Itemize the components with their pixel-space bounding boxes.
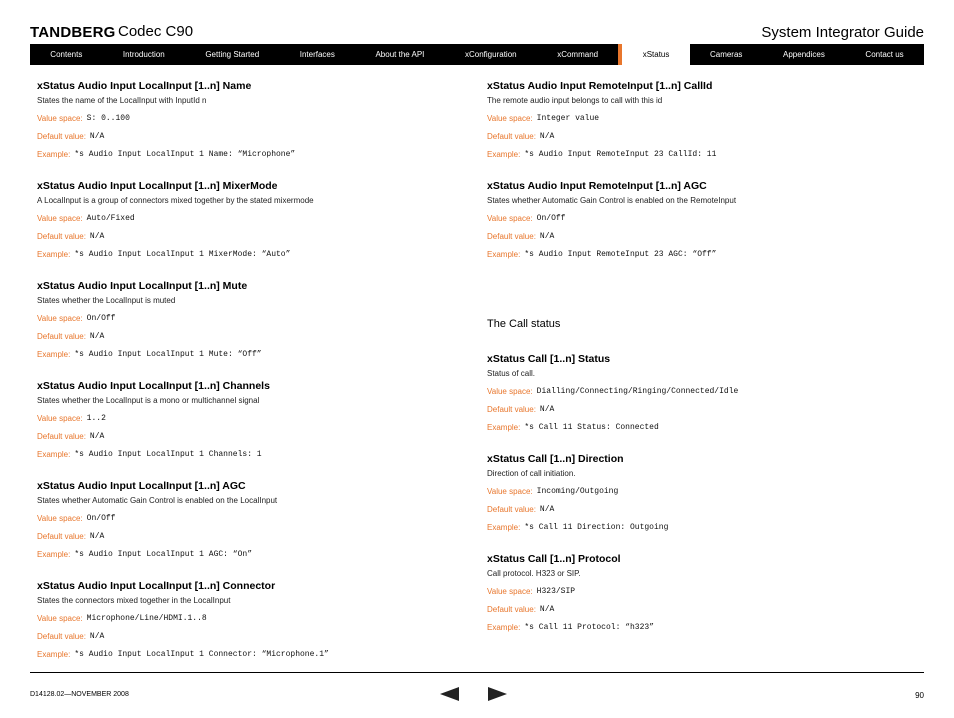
brand-logo: TANDBERG <box>30 24 116 41</box>
default-value-value: N/A <box>539 605 555 614</box>
entry-description: States whether Automatic Gain Control is enabled on the LocalInput <box>37 496 278 505</box>
entry-title: xStatus Audio Input LocalInput [1..n] Mute <box>37 280 248 292</box>
entry-description: States whether Automatic Gain Control is enabled on the RemoteInput <box>487 196 737 205</box>
default-value-label: Default value: <box>487 232 536 241</box>
example-value: *s Audio Input LocalInput 1 MixerMode: “Auto” <box>74 250 291 259</box>
value-space-row <box>37 114 467 132</box>
entry-title: xStatus Audio Input RemoteInput [1..n] CallId <box>487 80 713 92</box>
right-column <box>487 80 917 653</box>
value-space-row <box>37 514 467 532</box>
example-label: Example: <box>487 150 521 159</box>
example-value: *s Audio Input LocalInput 1 Mute: “Off” <box>74 350 262 359</box>
default-value-row <box>487 132 917 150</box>
product-name: Codec C90 <box>118 23 194 40</box>
default-value-row <box>37 532 467 550</box>
value-space-label: Value space: <box>37 214 83 223</box>
nav-tab-getting-started[interactable]: Getting Started <box>205 50 260 59</box>
nav-tab-interfaces[interactable]: Interfaces <box>299 50 335 59</box>
example-value: *s Audio Input LocalInput 1 Channels: 1 <box>74 450 262 459</box>
value-space-value: Incoming/Outgoing <box>536 487 619 496</box>
default-value-value: N/A <box>89 132 105 141</box>
status-entry <box>37 380 467 468</box>
default-value-label: Default value: <box>37 532 86 541</box>
status-entry <box>487 553 917 641</box>
nav-tab-about-the-api[interactable]: About the API <box>375 50 425 59</box>
nav-tab-xcommand[interactable]: xCommand <box>557 50 599 59</box>
default-value-label: Default value: <box>487 605 536 614</box>
example-label: Example: <box>37 450 71 459</box>
status-entry <box>37 80 467 168</box>
value-space-value: H323/SIP <box>536 587 576 596</box>
default-value-value: N/A <box>89 632 105 641</box>
example-row <box>487 150 917 168</box>
default-value-value: N/A <box>539 132 555 141</box>
example-value: *s Call 11 Direction: Outgoing <box>524 523 669 532</box>
next-page-arrow-icon[interactable] <box>488 687 507 701</box>
entry-description: States whether the LocalInput is muted <box>37 296 176 305</box>
example-label: Example: <box>487 423 521 432</box>
default-value-row <box>37 432 467 450</box>
value-space-value: 1..2 <box>86 414 106 423</box>
default-value-value: N/A <box>539 232 555 241</box>
default-value-value: N/A <box>539 505 555 514</box>
default-value-label: Default value: <box>37 232 86 241</box>
example-row <box>37 250 467 268</box>
guide-title: System Integrator Guide <box>761 24 924 41</box>
value-space-label: Value space: <box>487 487 533 496</box>
entry-title: xStatus Call [1..n] Direction <box>487 453 624 465</box>
example-row <box>487 623 917 641</box>
value-space-label: Value space: <box>37 414 83 423</box>
footer-divider <box>30 672 924 673</box>
example-value: *s Audio Input LocalInput 1 AGC: “On” <box>74 550 252 559</box>
example-row <box>37 550 467 568</box>
status-entry <box>37 180 467 268</box>
example-row <box>487 523 917 541</box>
status-entry <box>487 453 917 541</box>
entry-title: xStatus Audio Input RemoteInput [1..n] AGC <box>487 180 707 192</box>
top-nav <box>30 44 924 65</box>
default-value-value: N/A <box>539 405 555 414</box>
default-value-label: Default value: <box>487 132 536 141</box>
example-row <box>487 250 917 268</box>
entry-title: xStatus Audio Input LocalInput [1..n] AGC <box>37 480 246 492</box>
value-space-row <box>487 587 917 605</box>
value-space-row <box>487 487 917 505</box>
example-value: *s Audio Input RemoteInput 23 AGC: “Off” <box>524 250 717 259</box>
default-value-row <box>37 232 467 250</box>
value-space-value: Auto/Fixed <box>86 214 135 223</box>
section-heading: The Call status <box>487 318 561 330</box>
example-label: Example: <box>487 623 521 632</box>
page-number: 90 <box>915 691 924 700</box>
entry-title: xStatus Call [1..n] Protocol <box>487 553 621 565</box>
entry-title: xStatus Audio Input LocalInput [1..n] Connector <box>37 580 276 592</box>
default-value-label: Default value: <box>37 432 86 441</box>
status-entry <box>487 80 917 168</box>
default-value-row <box>37 332 467 350</box>
example-row <box>37 450 467 468</box>
doc-number: D14128.02—NOVEMBER 2008 <box>30 691 129 698</box>
example-label: Example: <box>37 650 71 659</box>
nav-tab-contact-us[interactable]: Contact us <box>865 50 904 59</box>
value-space-value: Microphone/Line/HDMI.1..8 <box>86 614 207 623</box>
entry-title: xStatus Audio Input LocalInput [1..n] MixerMode <box>37 180 278 192</box>
status-entry <box>37 280 467 368</box>
entry-description: Direction of call initiation. <box>487 469 576 478</box>
entry-title: xStatus Audio Input LocalInput [1..n] Channels <box>37 380 270 392</box>
default-value-value: N/A <box>89 332 105 341</box>
entry-description: States the connectors mixed together in the LocalInput <box>37 596 231 605</box>
example-value: *s Audio Input LocalInput 1 Name: “Microphone” <box>74 150 296 159</box>
example-label: Example: <box>487 250 521 259</box>
value-space-value: Dialling/Connecting/Ringing/Connected/Idle <box>536 387 739 396</box>
header <box>30 22 924 44</box>
value-space-row <box>37 414 467 432</box>
value-space-value: Integer value <box>536 114 600 123</box>
value-space-label: Value space: <box>487 214 533 223</box>
default-value-value: N/A <box>89 232 105 241</box>
value-space-label: Value space: <box>487 114 533 123</box>
example-value: *s Call 11 Status: Connected <box>524 423 659 432</box>
default-value-label: Default value: <box>487 405 536 414</box>
example-label: Example: <box>37 250 71 259</box>
nav-tab-xconfiguration[interactable]: xConfiguration <box>465 50 517 59</box>
left-column <box>37 80 467 680</box>
entry-description: A LocalInput is a group of connectors mixed together by the stated mixermode <box>37 196 314 205</box>
example-row <box>37 350 467 368</box>
prev-page-arrow-icon[interactable] <box>440 687 459 701</box>
example-value: *s Audio Input LocalInput 1 Connector: “Microphone.1” <box>74 650 329 659</box>
nav-tab-cameras[interactable]: Cameras <box>709 50 743 59</box>
value-space-label: Value space: <box>37 514 83 523</box>
nav-tab-appendices[interactable]: Appendices <box>783 50 825 59</box>
entry-description: Call protocol. H323 or SIP. <box>487 569 581 578</box>
value-space-value: On/Off <box>536 214 566 223</box>
value-space-label: Value space: <box>37 114 83 123</box>
value-space-row <box>37 214 467 232</box>
value-space-label: Value space: <box>37 614 83 623</box>
nav-tab-contents[interactable]: Contents <box>50 50 83 59</box>
value-space-row <box>487 387 917 405</box>
default-value-value: N/A <box>89 532 105 541</box>
default-value-row <box>487 232 917 250</box>
value-space-value: On/Off <box>86 514 116 523</box>
value-space-label: Value space: <box>487 387 533 396</box>
status-entry <box>37 580 467 668</box>
value-space-row <box>37 314 467 332</box>
entry-title: xStatus Call [1..n] Status <box>487 353 611 365</box>
entry-title: xStatus Audio Input LocalInput [1..n] Name <box>37 80 252 92</box>
entry-description: States the name of the LocalInput with InputId n <box>37 96 207 105</box>
entry-description: Status of call. <box>487 369 536 378</box>
status-entry <box>487 180 917 268</box>
example-label: Example: <box>37 350 71 359</box>
example-row <box>37 650 467 668</box>
entry-description: The remote audio input belongs to call with this id <box>487 96 663 105</box>
status-entry <box>487 353 917 441</box>
default-value-value: N/A <box>89 432 105 441</box>
nav-tab-introduction[interactable]: Introduction <box>122 50 165 59</box>
default-value-row <box>487 505 917 523</box>
value-space-row <box>487 114 917 132</box>
example-label: Example: <box>487 523 521 532</box>
default-value-row <box>487 405 917 423</box>
nav-tab-xstatus[interactable]: xStatus <box>618 44 689 65</box>
example-value: *s Audio Input RemoteInput 23 CallId: 11 <box>524 150 717 159</box>
value-space-row <box>487 214 917 232</box>
value-space-label: Value space: <box>37 314 83 323</box>
status-entry <box>37 480 467 568</box>
default-value-label: Default value: <box>37 632 86 641</box>
value-space-value: On/Off <box>86 314 116 323</box>
entry-description: States whether the LocalInput is a mono or multichannel signal <box>37 396 260 405</box>
default-value-label: Default value: <box>37 332 86 341</box>
example-row <box>487 423 917 441</box>
example-label: Example: <box>37 150 71 159</box>
default-value-row <box>37 132 467 150</box>
default-value-row <box>487 605 917 623</box>
example-value: *s Call 11 Protocol: “h323” <box>524 623 654 632</box>
default-value-row <box>37 632 467 650</box>
default-value-label: Default value: <box>487 505 536 514</box>
value-space-value: S: 0..100 <box>86 114 130 123</box>
default-value-label: Default value: <box>37 132 86 141</box>
example-row <box>37 150 467 168</box>
example-label: Example: <box>37 550 71 559</box>
value-space-label: Value space: <box>487 587 533 596</box>
value-space-row <box>37 614 467 632</box>
